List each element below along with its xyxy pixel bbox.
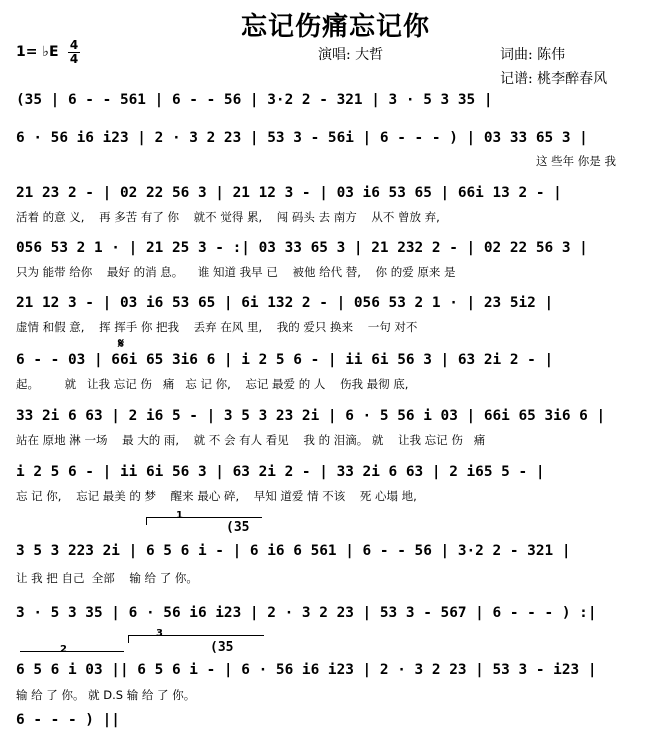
notation-line-6: 6 - - 03 | 66i 65 3i6 6 | i 2 5 6 - | ii 6i 56 3 | 63 2i 2 - | xyxy=(16,352,554,368)
time-bottom: 4 xyxy=(69,52,79,66)
volta-2-bracket xyxy=(20,651,124,652)
time-signature xyxy=(68,40,80,65)
lyric-line-6: 起。 就 让我 忘记 伤 痛 忘 记 你, 忘记 最爱 的 人 伤我 最彻 底, xyxy=(16,377,409,391)
notation-line-1: (35 | 6 - - 561 | 6 - - 56 | 3·2 2 - 321 | 3 · 5 3 35 | xyxy=(16,92,493,108)
singer-credit: 演唱: 大哲 xyxy=(318,47,384,63)
lyric-line-8: 忘 记 你, 忘记 最美 的 梦 醒来 最心 碎, 早知 道爱 情 不该 死 心塌 地, xyxy=(16,489,417,503)
notation-line-8: i 2 5 6 - | ii 6i 56 3 | 63 2i 2 - | 33 2i 6 63 | 2 i65 5 - | xyxy=(16,464,545,480)
notation-line-12: 6 - - - ) || xyxy=(16,712,120,728)
notation-line-2: 6 · 56 i6 i23 | 2 · 3 2 23 | 53 3 - 56i | 6 - - - ) | 03 33 65 3 | xyxy=(16,130,588,146)
volta-2-label: 2 xyxy=(60,644,67,655)
lyric-line-5: 虚情 和假 意, 挥 挥手 你 把我 丢弃 在风 里, 我的 爱只 换来 一句 对不 xyxy=(16,320,418,334)
notation-line-11: 6 5 6 i 03 || 6 5 6 i - | 6 · 56 i6 i23 | 2 · 3 2 23 | 53 3 - i23 | xyxy=(16,662,597,678)
song-title: 忘记伤痛忘记你 xyxy=(240,12,430,42)
lyric-line-9: 让 我 把 自己 全部 输 给 了 你。 xyxy=(16,571,198,585)
volta-1-bracket xyxy=(146,517,262,518)
notation-line-5: 21 12 3 - | 03 i6 53 65 | 6i 132 2 - | 056 53 2 1 · | 23 5i2 | xyxy=(16,295,554,311)
transcriber-credit: 记谱: 桃李醉春风 xyxy=(500,71,608,87)
lyric-line-4: 只为 能带 给你 最好 的消 息。 谁 知道 我早 已 被他 给代 替, 你 的爱 原来 是 xyxy=(16,265,456,279)
volta-3-label: 3 xyxy=(156,628,163,639)
volta-3-start xyxy=(128,635,129,643)
time-top: 4 xyxy=(69,38,79,52)
lyric-line-7: 站在 原地 淋 一场 最 大的 雨, 就 不 会 有人 看见 我 的 泪滴。 就 让我 忘记 伤 痛 xyxy=(16,433,486,447)
lyric-line-11: 输 给 了 你。 就 D.S 输 给 了 你。 xyxy=(16,688,196,702)
lyric-line-3: 活着 的意 义, 再 多苦 有了 你 就不 觉得 累, 闯 码头 去 南方 从不 曾放 弃, xyxy=(16,210,440,224)
notation-line-3: 21 23 2 - | 02 22 56 3 | 21 12 3 - | 03 i6 53 65 | 66i 13 2 - | xyxy=(16,185,562,201)
composer-credit: 词曲: 陈伟 xyxy=(500,47,566,63)
notation-line-4: 056 53 2 1 · | 21 25 3 - :| 03 33 65 3 | 21 232 2 - | 02 22 56 3 | xyxy=(16,240,588,256)
notation-line-9: 3 5 3 223 2i | 6 5 6 i - | 6 i6 6 561 | 6 - - 56 | 3·2 2 - 321 | xyxy=(16,543,571,559)
notation-line-7: 33 2i 6 63 | 2 i6 5 - | 3 5 3 23 2i | 6 · 5 56 i 03 | 66i 65 3i6 6 | xyxy=(16,408,606,424)
lyric-line-2: 这 些年 你是 我 xyxy=(536,154,616,168)
volta-3-pickup: (35 xyxy=(210,640,234,655)
notation-line-10: 3 · 5 3 35 | 6 · 56 i6 i23 | 2 · 3 2 23 | 53 3 - 567 | 6 - - - ) :| xyxy=(16,605,597,621)
volta-3-bracket xyxy=(128,635,264,636)
volta-1-start xyxy=(146,517,147,525)
segno-icon: 𝄋 xyxy=(118,336,125,352)
volta-1-pickup: (35 xyxy=(226,520,250,535)
volta-1-label: 1 xyxy=(176,510,183,521)
key-signature: 1= ♭E xyxy=(16,44,59,60)
